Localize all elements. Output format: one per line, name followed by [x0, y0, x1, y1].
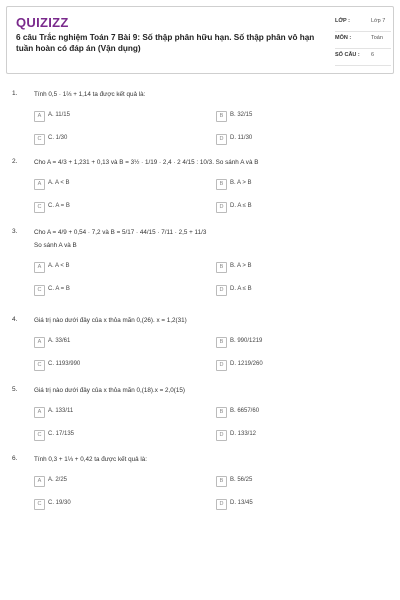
option-letter-box[interactable]: A — [34, 262, 45, 273]
option-text: A. A < B — [48, 263, 70, 269]
option-text: C. 17/135 — [48, 431, 75, 437]
option-a[interactable] — [34, 111, 194, 123]
option-text: B. 56/25 — [230, 477, 253, 483]
meta-row-class — [335, 15, 391, 32]
option-text: D. A ≤ B — [230, 286, 252, 292]
option-letter-box[interactable]: D — [216, 430, 227, 441]
option-letter-box[interactable]: D — [216, 285, 227, 296]
question-number: 5. — [12, 386, 18, 393]
meta-row-subject — [335, 32, 391, 49]
option-text: D. 133/12 — [230, 431, 257, 437]
option-d[interactable] — [216, 285, 376, 297]
question-number: 4. — [12, 316, 18, 323]
option-a[interactable] — [34, 179, 194, 191]
option-letter-box[interactable]: C — [34, 134, 45, 145]
option-text: D. 11/30 — [230, 135, 253, 141]
quizizz-logo: QUIZIZZ — [16, 15, 69, 30]
meta-key: SỐ CÂU : — [335, 52, 360, 58]
option-text: C. A = B — [48, 203, 70, 209]
option-letter-box[interactable]: B — [216, 337, 227, 348]
option-letter-box[interactable]: D — [216, 360, 227, 371]
question-number: 3. — [12, 228, 18, 235]
option-b[interactable] — [216, 262, 376, 274]
question-text-line2: So sánh A và B — [34, 242, 77, 249]
option-letter-box[interactable]: A — [34, 179, 45, 190]
option-text: D. A ≤ B — [230, 203, 252, 209]
option-b[interactable] — [216, 407, 376, 419]
meta-key: LỚP : — [335, 18, 350, 24]
meta-row-count — [335, 49, 391, 66]
meta-key: MÔN : — [335, 35, 352, 41]
option-d[interactable] — [216, 134, 376, 146]
option-letter-box[interactable]: A — [34, 337, 45, 348]
option-b[interactable] — [216, 337, 376, 349]
option-letter-box[interactable]: D — [216, 202, 227, 213]
option-text: D. 13/45 — [230, 500, 253, 506]
option-text: C. 1193/990 — [48, 361, 81, 367]
worksheet-page — [6, 6, 394, 594]
option-b[interactable] — [216, 111, 376, 123]
option-c[interactable] — [34, 360, 194, 372]
worksheet-header — [6, 6, 394, 74]
question-text: Giá trị nào dưới đây của x thỏa mãn 0,(26). x = 1,2(31) — [34, 317, 187, 324]
option-text: B. 990/1219 — [230, 338, 263, 344]
question-text: Tính 0,3 + 1⅓ + 0,42 ta được kết quả là: — [34, 456, 148, 463]
option-letter-box[interactable]: D — [216, 499, 227, 510]
option-c[interactable] — [34, 202, 194, 214]
option-letter-box[interactable]: A — [34, 111, 45, 122]
option-c[interactable] — [34, 285, 194, 297]
option-text: C. 19/30 — [48, 500, 71, 506]
option-text: A. 133/11 — [48, 408, 74, 414]
option-b[interactable] — [216, 179, 376, 191]
question-text: Cho A = 4/3 + 1,231 + 0,13 và B = 3½ · 1/19 · 2,4 · 2 4/15 : 10/3. So sánh A và B — [34, 159, 259, 166]
option-letter-box[interactable]: B — [216, 179, 227, 190]
option-d[interactable] — [216, 499, 376, 511]
meta-value: Lớp 7 — [371, 18, 386, 24]
option-a[interactable] — [34, 262, 194, 274]
question-number: 6. — [12, 455, 18, 462]
option-text: B. A > B — [230, 180, 252, 186]
option-c[interactable] — [34, 134, 194, 146]
option-b[interactable] — [216, 476, 376, 488]
meta-value: 6 — [371, 52, 375, 58]
option-letter-box[interactable]: B — [216, 476, 227, 487]
question-number: 2. — [12, 158, 18, 165]
meta-value: Toán — [371, 35, 383, 41]
option-letter-box[interactable]: B — [216, 407, 227, 418]
option-d[interactable] — [216, 360, 376, 372]
question-text: Cho A = 4/9 + 0,54 · 7,2 và B = 5/17 · 44/15 · 7/11 · 2,5 + 11/3 — [34, 229, 207, 236]
option-text: C. 1/30 — [48, 135, 68, 141]
option-a[interactable] — [34, 407, 194, 419]
option-letter-box[interactable]: A — [34, 476, 45, 487]
option-letter-box[interactable]: B — [216, 111, 227, 122]
option-letter-box[interactable]: A — [34, 407, 45, 418]
option-letter-box[interactable]: C — [34, 285, 45, 296]
option-text: A. 2/25 — [48, 477, 68, 483]
option-letter-box[interactable]: D — [216, 134, 227, 145]
option-a[interactable] — [34, 337, 194, 349]
option-letter-box[interactable]: C — [34, 499, 45, 510]
option-letter-box[interactable]: B — [216, 262, 227, 273]
option-letter-box[interactable]: C — [34, 430, 45, 441]
option-text: B. 32/15 — [230, 112, 253, 118]
question-text: Giá trị nào dưới đây của x thỏa mãn 0,(18).x = 2,0(15) — [34, 387, 185, 394]
option-text: A. 11/15 — [48, 112, 70, 118]
option-text: A. 33/61 — [48, 338, 71, 344]
option-d[interactable] — [216, 202, 376, 214]
option-text: B. A > B — [230, 263, 252, 269]
option-letter-box[interactable]: C — [34, 360, 45, 371]
option-d[interactable] — [216, 430, 376, 442]
option-text: D. 1219/260 — [230, 361, 263, 367]
option-text: C. A = B — [48, 286, 70, 292]
option-c[interactable] — [34, 499, 194, 511]
question-text: Tính 0,5 · 1⅔ + 1,14 ta được kết quả là: — [34, 91, 146, 98]
option-letter-box[interactable]: C — [34, 202, 45, 213]
question-number: 1. — [12, 90, 18, 97]
option-a[interactable] — [34, 476, 194, 488]
option-text: B. 6657/60 — [230, 408, 260, 414]
meta-table — [335, 15, 391, 66]
option-c[interactable] — [34, 430, 194, 442]
option-text: A. A < B — [48, 180, 70, 186]
page-title: 6 câu Trắc nghiệm Toán 7 Bài 9: Số thập phân hữu hạn. Số thập phân vô hạn tuần hoàn có đáp án (Vận dụng) — [16, 33, 315, 53]
